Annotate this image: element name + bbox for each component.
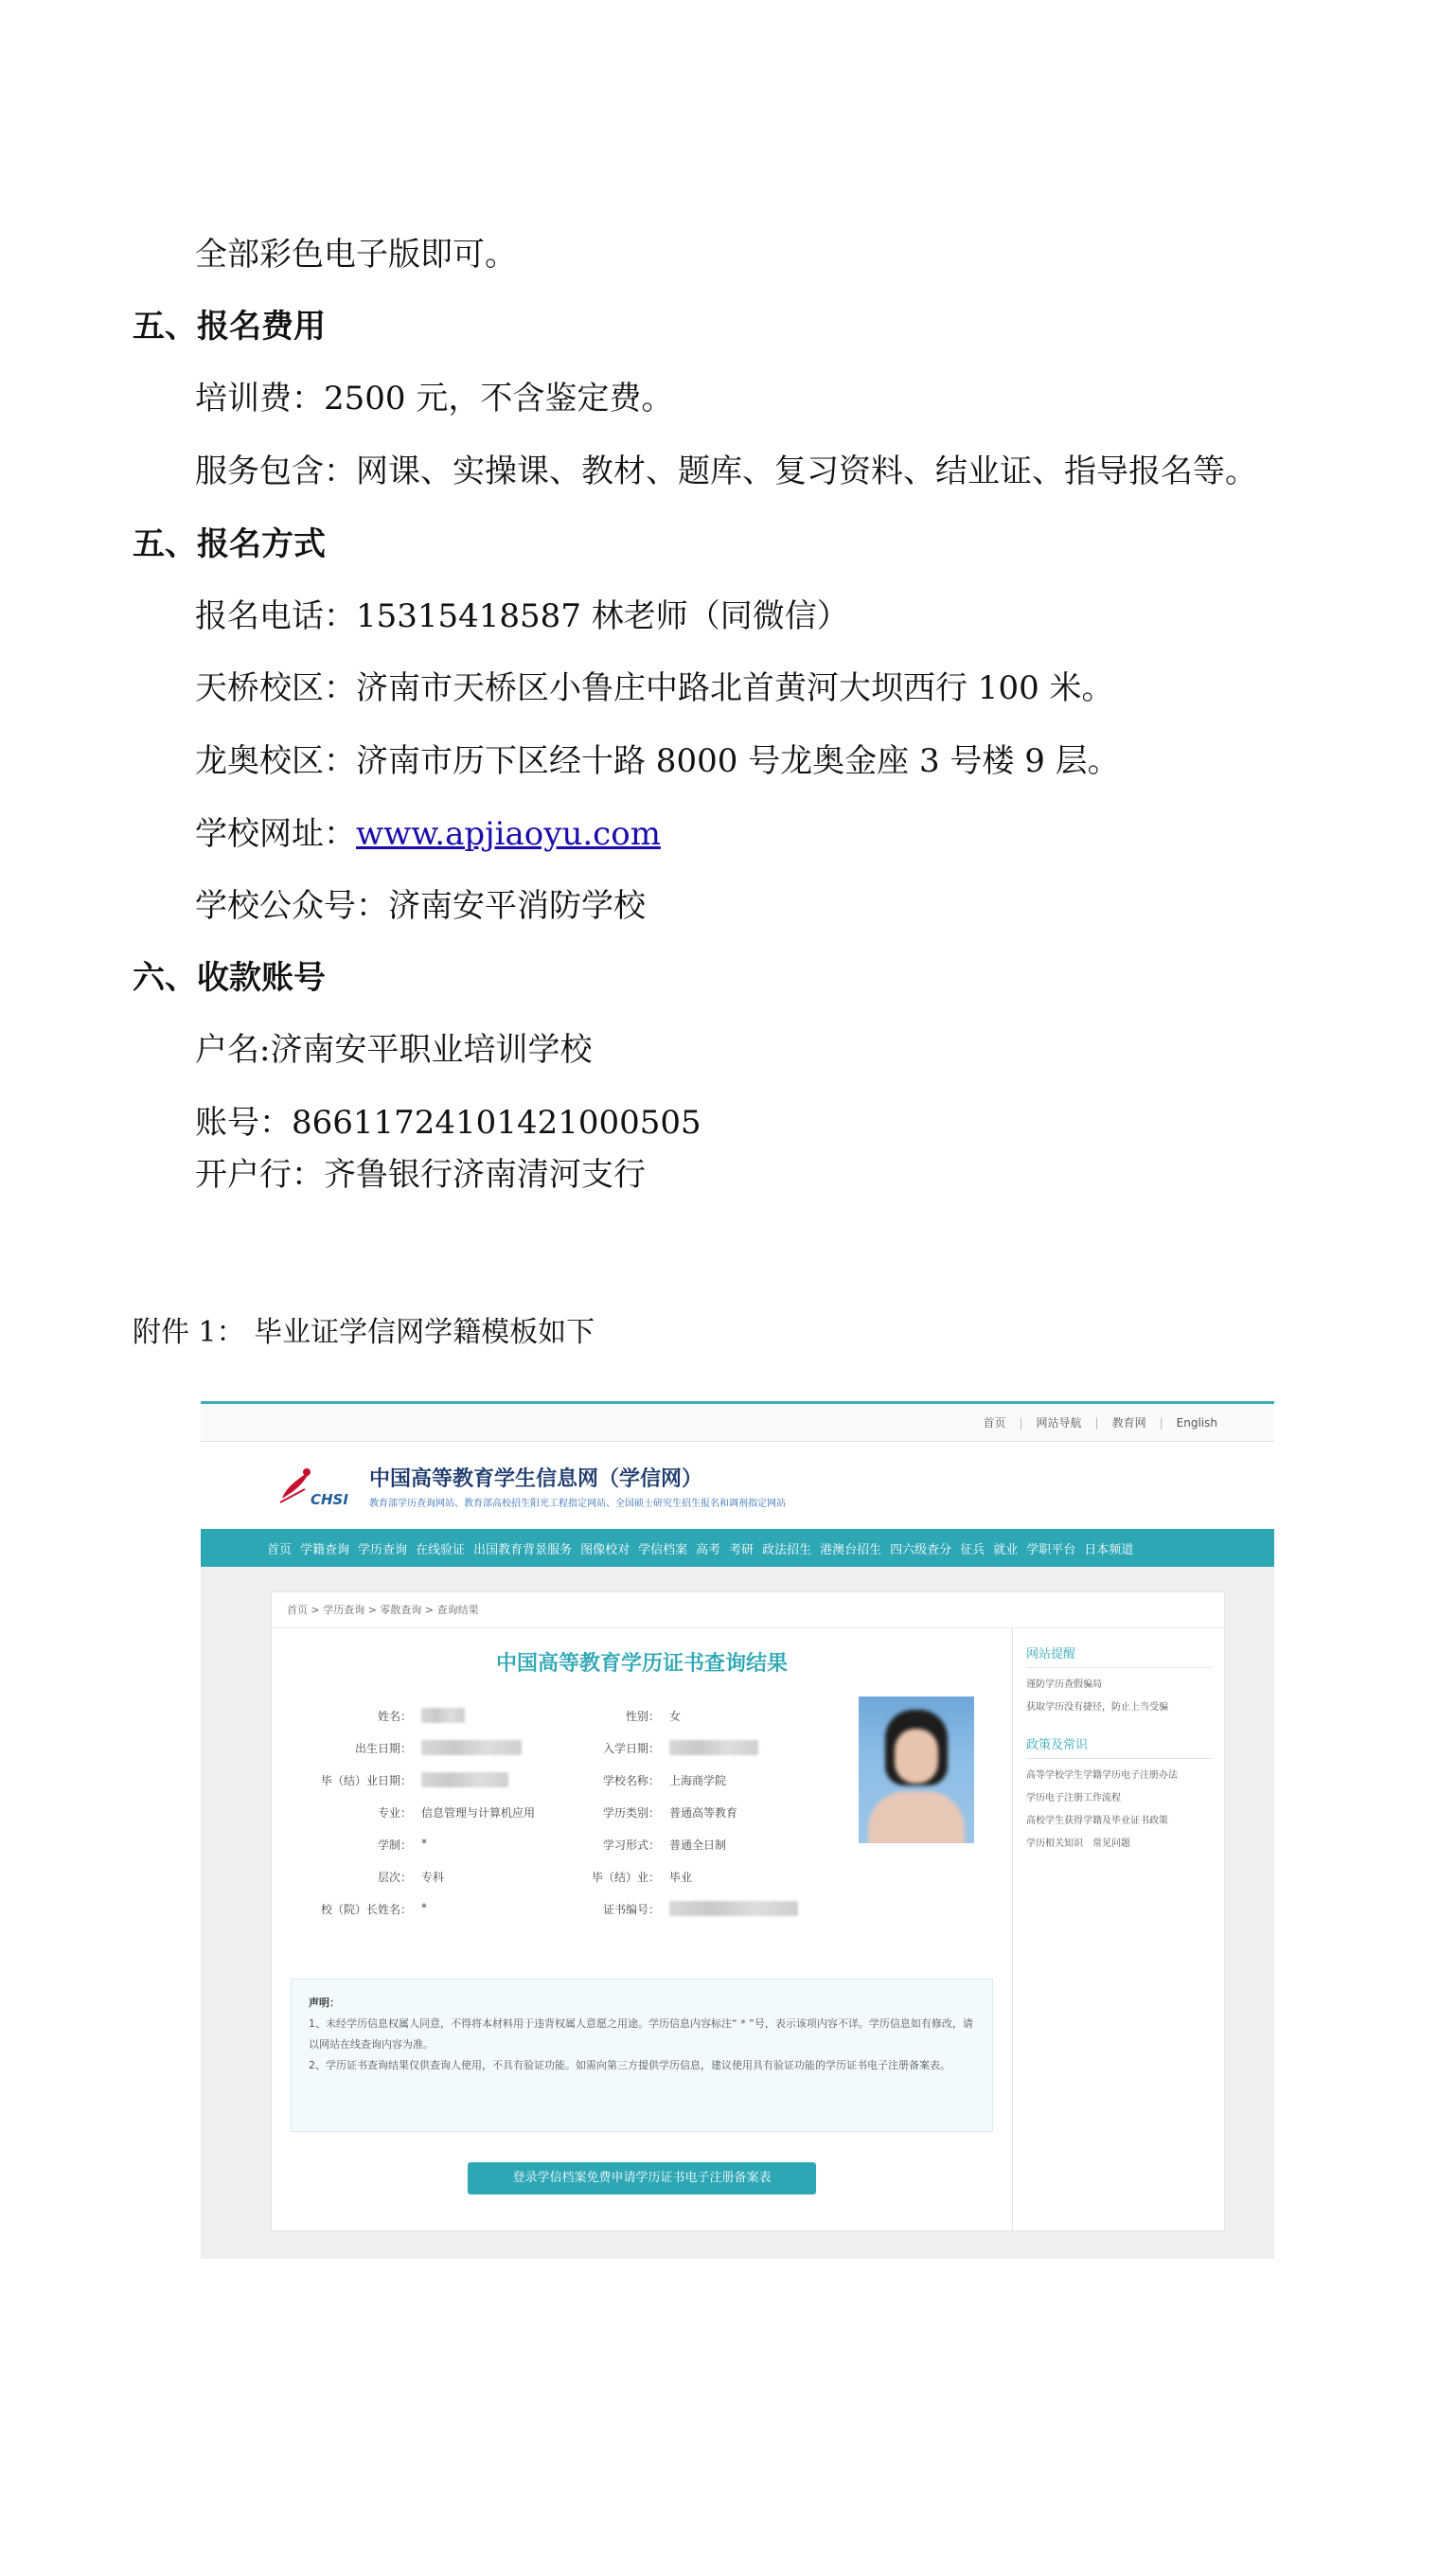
service-line: 服务包含：网课、实操课、教材、题库、复习资料、结业证、指导报名等。 xyxy=(195,453,1257,490)
heading-method: 五、报名方式 xyxy=(133,525,326,563)
nav-item[interactable]: 学信档案 xyxy=(638,1542,688,1557)
nav-item[interactable]: 高考 xyxy=(696,1542,721,1557)
campus2-line: 龙奥校区：济南市历下区经十路 8000 号龙奥金座 3 号楼 9 层。 xyxy=(195,742,1120,780)
nav-item[interactable]: 图像校对 xyxy=(580,1542,630,1557)
notice-title: 声明： xyxy=(309,1997,340,2009)
nav-item[interactable]: 学历查询 xyxy=(358,1542,408,1557)
sidebar-heading-policy: 政策及常识 xyxy=(1026,1734,1212,1759)
nav-item[interactable]: 日本频道 xyxy=(1084,1542,1134,1557)
sidebar-link-policy-1[interactable]: 高等学校学生学籍学历电子注册办法 xyxy=(1026,1770,1178,1781)
sidebar-link-policy-2[interactable]: 学历电子注册工作流程 xyxy=(1026,1793,1121,1803)
appendix-label: 附件 1： 毕业证学信网学籍模板如下 xyxy=(133,1316,595,1349)
account-name-line: 户名:济南安平职业培训学校 xyxy=(195,1031,593,1069)
fee-line: 培训费：2500 元，不含鉴定费。 xyxy=(195,380,674,417)
value-major: 信息管理与计算机应用 xyxy=(421,1806,536,1820)
chsi-brand xyxy=(201,1442,1274,1529)
heading-account: 六、收款账号 xyxy=(133,959,326,997)
label-gender: 性别： xyxy=(625,1710,660,1723)
label-duration: 学制： xyxy=(377,1839,412,1852)
nav-item[interactable]: 政法招生 xyxy=(762,1542,812,1557)
topbar-link-home[interactable]: 首页 xyxy=(983,1416,1006,1430)
label-birth: 出生日期： xyxy=(354,1742,412,1755)
label-level: 层次： xyxy=(377,1871,412,1884)
nav-item[interactable]: 就业 xyxy=(993,1542,1019,1557)
value-enroll-redacted xyxy=(669,1740,758,1755)
value-grad-date-redacted xyxy=(421,1772,508,1787)
nav-item[interactable]: 考研 xyxy=(729,1542,755,1557)
notice-box xyxy=(291,1979,993,2132)
chsi-screenshot xyxy=(201,1401,1274,2259)
website-link[interactable]: www.apjiaoyu.com xyxy=(356,815,661,853)
notice-item-2: 2、学历证书查询结果仅供查询人使用，不具有验证功能。如需向第三方提供学历信息，建议使用具有验证功能的学历证书电子注册备案表。 xyxy=(309,2059,950,2071)
chsi-topbar: 首页 | 网站导航 | 教育网 | English xyxy=(201,1404,1274,1442)
value-gender: 女 xyxy=(669,1710,682,1723)
label-president: 校（院）长姓名： xyxy=(320,1903,412,1916)
label-study-form: 学习形式： xyxy=(602,1839,660,1852)
label-major: 专业： xyxy=(377,1806,412,1820)
phone-line: 报名电话：15315418587 林老师（同微信） xyxy=(195,597,849,635)
breadcrumb: 首页 > 学历查询 > 零散查询 > 查询结果 xyxy=(272,1592,1224,1628)
sidebar-link-reminder-2[interactable]: 获取学历没有捷径，防止上当受骗 xyxy=(1026,1702,1168,1713)
topbar-link-nav[interactable]: 网站导航 xyxy=(1036,1416,1082,1430)
nav-item[interactable]: 四六级查分 xyxy=(890,1542,952,1557)
result-sidebar xyxy=(1012,1628,1225,2231)
topbar-link-edu[interactable]: 教育网 xyxy=(1111,1416,1146,1430)
value-birth-redacted xyxy=(421,1740,522,1755)
student-photo xyxy=(859,1696,974,1843)
chsi-site-subtitle: 教育部学历查询网站、教育部高校招生阳光工程指定网站、全国硕士研究生招生报名和调剂指定网站 xyxy=(369,1499,786,1509)
website-label: 学校网址： xyxy=(195,815,356,853)
nav-item[interactable]: 在线验证 xyxy=(416,1542,466,1557)
label-category: 学历类别： xyxy=(602,1806,660,1820)
label-name: 姓名： xyxy=(377,1710,412,1723)
label-enroll: 入学日期： xyxy=(602,1742,660,1755)
account-no-line: 账号：86611724101421000505 xyxy=(195,1104,701,1142)
value-graduated: 毕业 xyxy=(669,1871,693,1884)
chsi-site-title: 中国高等教育学生信息网（学信网） xyxy=(369,1467,703,1491)
nav-item[interactable]: 港澳台招生 xyxy=(820,1542,882,1557)
value-study-form: 普通全日制 xyxy=(669,1839,727,1852)
website-line xyxy=(195,812,661,856)
sidebar-link-reminder-1[interactable]: 谨防学历查假骗局 xyxy=(1026,1679,1102,1690)
heading-fee: 五、报名费用 xyxy=(133,308,326,346)
label-school: 学校名称： xyxy=(602,1774,660,1787)
result-main xyxy=(272,1628,1012,2231)
bank-line: 开户行：齐鲁银行济南清河支行 xyxy=(195,1156,646,1194)
chsi-wordmark: CHSI xyxy=(311,1491,348,1508)
sidebar-heading-reminders: 网站提醒 xyxy=(1026,1643,1212,1668)
value-name-redacted xyxy=(421,1708,465,1723)
wechat-line: 学校公众号：济南安平消防学校 xyxy=(195,887,646,925)
value-duration: * xyxy=(421,1837,427,1850)
value-president: * xyxy=(421,1901,427,1914)
nav-item[interactable]: 征兵 xyxy=(960,1542,985,1557)
campus1-line: 天桥校区：济南市天桥区小鲁庄中路北首黄河大坝西行 100 米。 xyxy=(195,669,1114,707)
value-cert-no-redacted xyxy=(669,1901,798,1916)
notice-item-1: 1、未经学历信息权属人同意，不得将本材料用于违背权属人意愿之用途。学历信息内容标注“ * ”号，表示该项内容不详。学历信息如有修改，请以网站在线查询内容为准。 xyxy=(309,2017,973,2051)
nav-item[interactable]: 学职平台 xyxy=(1026,1542,1076,1557)
value-school: 上海商学院 xyxy=(669,1774,727,1787)
nav-item[interactable]: 出国教育背景服务 xyxy=(473,1542,573,1557)
label-cert-no: 证书编号： xyxy=(602,1903,660,1916)
apply-report-button[interactable]: 登录学信档案免费申请学历证书电子注册备案表 xyxy=(468,2162,816,2194)
topbar-link-english[interactable]: English xyxy=(1176,1415,1217,1430)
chsi-navbar xyxy=(201,1529,1274,1567)
value-level: 专科 xyxy=(421,1871,445,1884)
result-panel xyxy=(271,1591,1225,2231)
value-category: 普通高等教育 xyxy=(669,1806,738,1820)
intro-line: 全部彩色电子版即可。 xyxy=(195,236,517,274)
result-title: 中国高等教育学历证书查询结果 xyxy=(495,1652,788,1676)
sidebar-link-policy-4[interactable]: 学历相关知识 常见问题 xyxy=(1026,1839,1130,1849)
sidebar-link-policy-3[interactable]: 高校学生获得学籍及毕业证书政策 xyxy=(1026,1816,1168,1826)
nav-item[interactable]: 学籍查询 xyxy=(300,1542,350,1557)
label-graduated: 毕（结）业： xyxy=(591,1871,660,1884)
label-grad-date: 毕（结）业日期： xyxy=(320,1774,412,1787)
nav-item[interactable]: 首页 xyxy=(267,1542,293,1557)
